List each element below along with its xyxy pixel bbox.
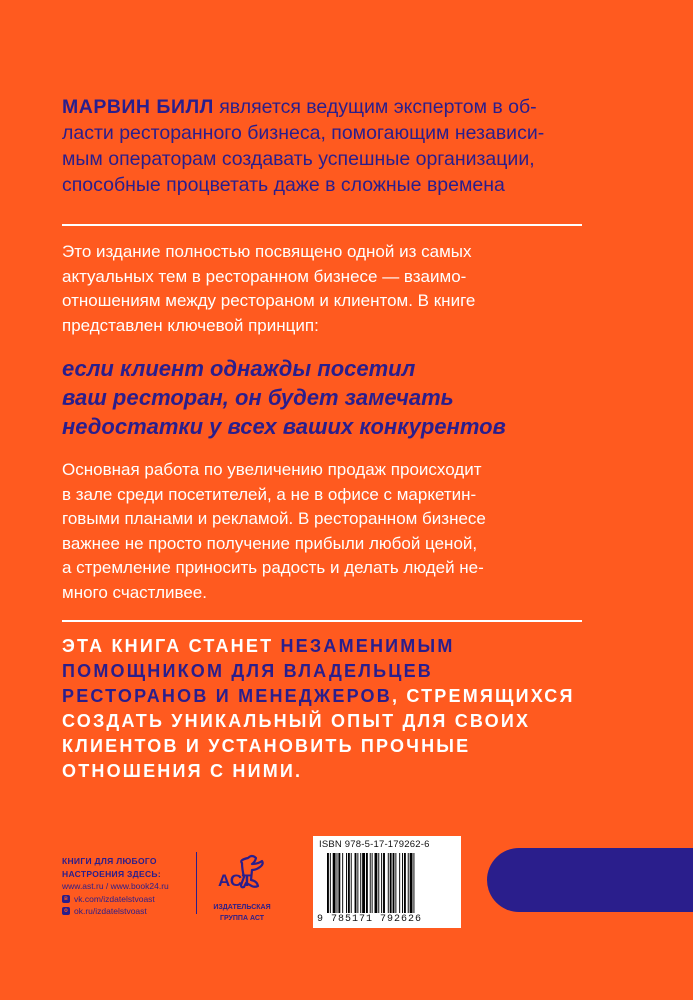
- closing-part-1: ЭТА КНИГА СТАНЕТ: [62, 636, 281, 656]
- p2-line-1: Основная работа по увеличению продаж происходит: [62, 460, 482, 479]
- description-paragraph-2: [62, 458, 602, 605]
- intro-line-1: [62, 94, 622, 120]
- closing-line-3: [62, 684, 642, 709]
- closing-statement: [62, 634, 642, 784]
- ok-link[interactable]: ok.ru/izdatelstvoast: [74, 906, 147, 916]
- divider-bottom: [62, 620, 582, 622]
- p2-line-5: а стремление приносить радость и делать людей не-: [62, 558, 484, 577]
- publisher-links: [62, 855, 202, 918]
- vk-link[interactable]: vk.com/izdatelstvoast: [74, 893, 155, 904]
- quote-line-3: недостатки у всех ваших конкурентов: [62, 414, 506, 439]
- description-paragraph-1: [62, 240, 602, 338]
- p2-line-3: говыми планами и рекламой. В ресторанном бизнесе: [62, 509, 486, 528]
- publisher-label-1: ИЗДАТЕЛЬСКАЯ: [213, 904, 271, 911]
- ast-logo-text: АСТ: [218, 871, 253, 890]
- isbn-number: ISBN 978-5-17-179262-6: [319, 839, 430, 850]
- closing-line-1: [62, 634, 642, 659]
- isbn-barcode: [313, 836, 461, 928]
- links-heading-1: КНИГИ ДЛЯ ЛЮБОГО: [62, 856, 157, 866]
- author-name: МАРВИН БИЛЛ: [62, 96, 214, 118]
- closing-highlight-3: РЕСТОРАНОВ И МЕНЕДЖЕРОВ: [62, 686, 392, 706]
- ok-icon: о: [62, 907, 70, 915]
- quote-line-2: ваш ресторан, он будет замечать: [62, 385, 454, 410]
- p1-line-2: актуальных тем в ресторанном бизнесе — взаимо-: [62, 266, 467, 286]
- p1-line-1: Это издание полностью посвящено одной из самых: [62, 242, 472, 261]
- publisher-logo-block: [212, 852, 272, 923]
- closing-highlight-1: НЕЗАМЕНИМЫМ: [280, 636, 455, 656]
- closing-line-4: СОЗДАТЬ УНИКАЛЬНЫЙ ОПЫТ ДЛЯ СВОИХ: [62, 711, 531, 731]
- website-links[interactable]: www.ast.ru / www.book24.ru: [62, 881, 169, 891]
- closing-line-6: ОТНОШЕНИЯ С НИМИ.: [62, 761, 303, 781]
- decorative-shape: [487, 848, 693, 912]
- ast-logo-icon: [212, 852, 272, 896]
- p2-line-2: в зале среди посетителей, а не в офисе с маркетин-: [62, 484, 477, 504]
- links-heading-2: НАСТРОЕНИЯ ЗДЕСЬ:: [62, 868, 161, 879]
- intro-line-4: способные процветать даже в сложные времена: [62, 174, 505, 196]
- publisher-label-2: ГРУППА АСТ: [220, 915, 264, 922]
- quote-line-1: если клиент однажды посетил: [62, 356, 416, 381]
- p2-line-4: важнее не просто получение прибыли любой ценой,: [62, 533, 478, 553]
- closing-line-5: КЛИЕНТОВ И УСТАНОВИТЬ ПРОЧНЫЕ: [62, 736, 471, 756]
- vk-icon: в: [62, 895, 70, 903]
- intro-line-2: ласти ресторанного бизнеса, помогающим независи-: [62, 122, 545, 144]
- footer-divider: [196, 852, 197, 914]
- intro-line-3: мым операторам создавать успешные организации,: [62, 148, 535, 170]
- closing-part-2: , СТРЕМЯЩИХСЯ: [391, 686, 575, 706]
- p2-line-6: много счастливее.: [62, 582, 207, 602]
- vk-link-row[interactable]: [62, 893, 202, 906]
- ok-link-row[interactable]: [62, 905, 202, 918]
- closing-highlight-2: ПОМОЩНИКОМ ДЛЯ ВЛАДЕЛЬЦЕВ: [62, 661, 433, 681]
- key-principle-quote: [62, 354, 622, 441]
- intro-text-1: является ведущим экспертом в об-: [213, 96, 537, 118]
- barcode-digits: 9 785171 792626: [317, 914, 423, 925]
- barcode-bars: [327, 853, 455, 913]
- p1-line-3: отношениям между рестораном и клиентом. В книге: [62, 291, 476, 310]
- divider-top: [62, 224, 582, 226]
- author-intro: [62, 94, 622, 198]
- p1-line-4: представлен ключевой принцип:: [62, 315, 319, 335]
